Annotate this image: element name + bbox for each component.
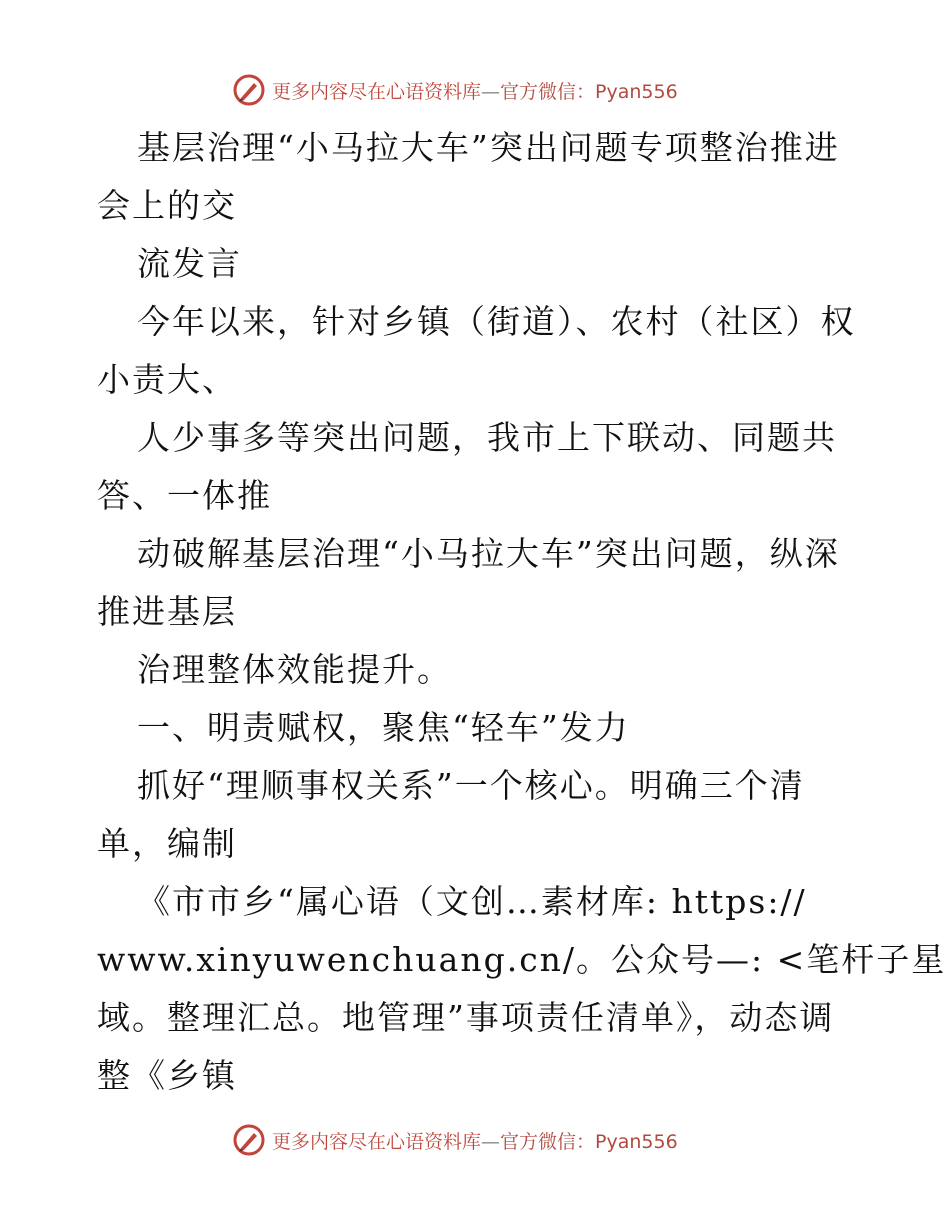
text-line: 动破解基层治理“小马拉大车”突出问题，纵深 [137, 534, 840, 573]
text-line: 今年以来，针对乡镇（街道）、农村（社区）权 [137, 302, 856, 341]
footer-banner [232, 1120, 678, 1160]
banner-separator: — [481, 1130, 501, 1153]
text-line: 会上的交 [97, 186, 237, 225]
document-body [97, 119, 947, 1105]
banner-text [272, 77, 678, 104]
banner-text [272, 1127, 678, 1154]
text-line: 答、一体推 [97, 476, 272, 515]
text-line: 域。整理汇总。地管理”事项责任清单》，动态调 [97, 998, 835, 1037]
text-line: 治理整体效能提升。 [137, 650, 452, 689]
text-line: 流发言 [137, 244, 242, 283]
text-line: 推进基层 [97, 592, 237, 631]
text-line: www.xinyuwenchuang.cn/。公众号—: <笔杆子星 [97, 940, 947, 979]
banner-wechat-text: 官方微信：Pyan556 [500, 1130, 678, 1153]
banner-wechat-text: 官方微信：Pyan556 [500, 80, 678, 103]
banner-library-text: 更多内容尽在心语资料库 [272, 1130, 482, 1153]
header-banner [232, 70, 678, 110]
banner-library-text: 更多内容尽在心语资料库 [272, 80, 482, 103]
text-line: 单，编制 [97, 824, 237, 863]
banner-separator: — [481, 80, 501, 103]
pen-logo-icon [232, 1123, 266, 1157]
text-line: 整《乡镇 [97, 1056, 237, 1095]
text-line: 小责大、 [97, 360, 237, 399]
text-line: 基层治理“小马拉大车”突出问题专项整治推进 [137, 128, 840, 167]
section-heading: 一、明责赋权，聚焦“轻车”发力 [137, 708, 630, 747]
text-line: 抓好“理顺事权关系”一个核心。明确三个清 [137, 766, 805, 805]
text-line: 《市市乡“属心语（文创…素材库: https:// [137, 882, 807, 921]
pen-logo-icon [232, 73, 266, 107]
text-line: 人少事多等突出问题，我市上下联动、同题共 [137, 418, 837, 457]
